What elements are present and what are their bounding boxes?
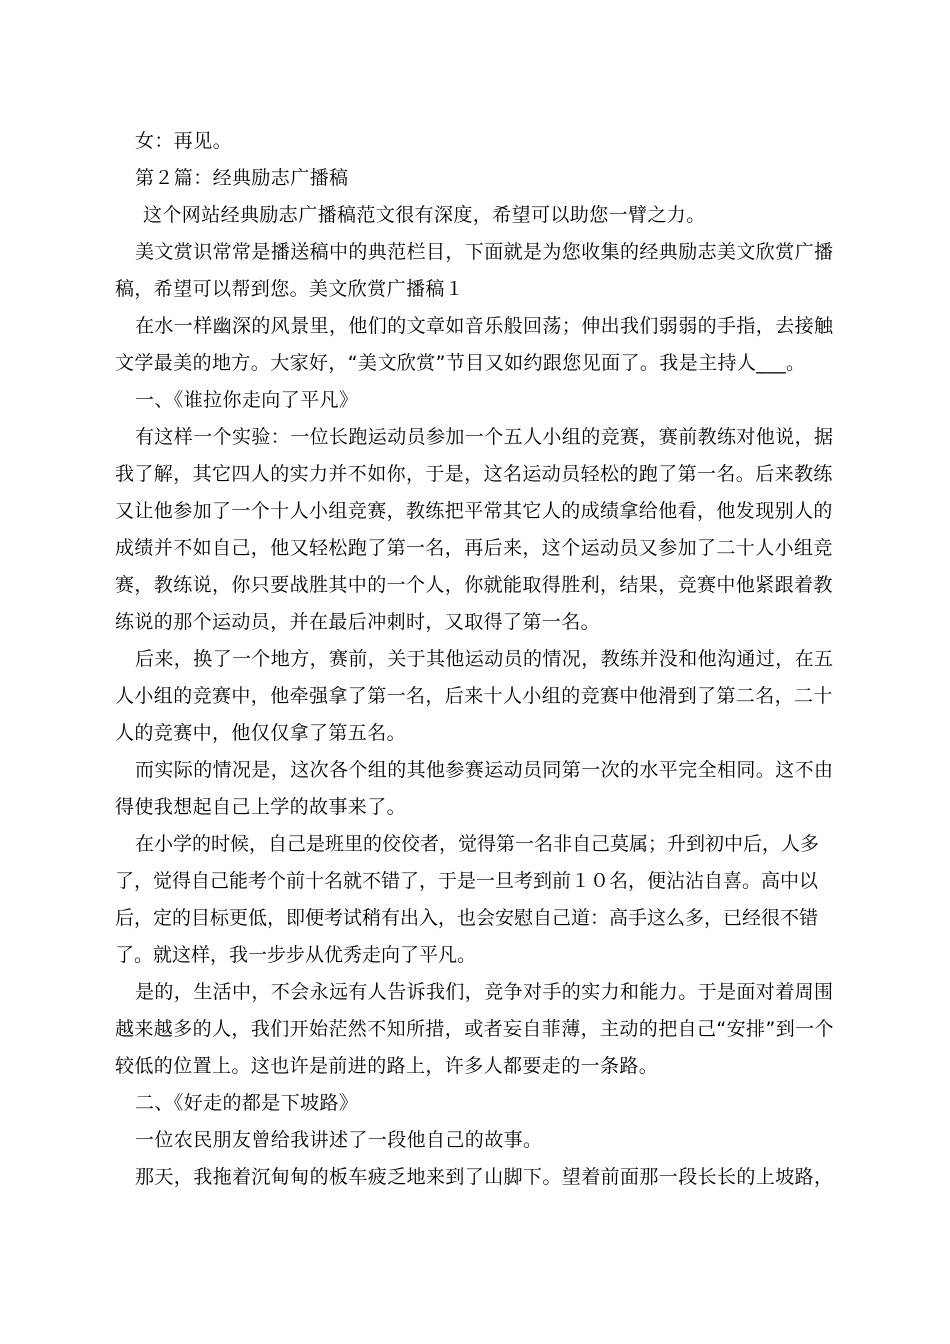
- paragraph-opening: 在水一样幽深的风景里，他们的文章如音乐般回荡；伸出我们弱弱的手指，去接触文学最美的地方。大家好，“美文欣赏”节目又如约跟您见面了。我是主持人___。: [115, 315, 834, 374]
- article-heading: 第２篇：经典励志广播稿: [135, 167, 349, 189]
- paragraph-later: 后来，换了一个地方，赛前，关于其他运动员的情况，教练并没和他沟通过，在五人小组的竞赛中，他牵强拿了第一名，后来十人小组的竞赛中他滑到了第二名，二十人的竞赛中，他仅仅拿了第五名。: [115, 648, 834, 744]
- paragraph-life: 是的，生活中，不会永远有人告诉我们，竞争对手的实力和能力。于是面对着周围越来越多的人，我们开始茫然不知所措，或者妄自菲薄，主动的把自己“安排”到一个较低的位置上。这也许是前进的路上，许多人都要走的一条路。: [115, 981, 834, 1077]
- section-heading-2: 二、《好走的都是下坡路》: [135, 1092, 359, 1114]
- paragraph-intro: 这个网站经典励志广播稿范文很有深度，希望可以助您一臂之力。: [143, 204, 706, 226]
- paragraph-farewell: 女：再见。: [135, 130, 233, 152]
- paragraph-slope: 那天，我拖着沉甸甸的板车疲乏地来到了山脚下。望着前面那一段长长的上坡路，: [135, 1166, 834, 1188]
- paragraph-school: 在小学的时候，自己是班里的佼佼者，觉得第一名非自己莫属；升到初中后，人多了，觉得自己能考个前十名就不错了，于是一旦考到前１０名，便沾沾自喜。高中以后，定的目标更低，即便考试稍有出入，也会安慰自己道：高手这么多，已经很不错了。就这样，我一步步从优秀走向了平凡。: [115, 833, 820, 966]
- paragraph-summary: 美文赏识常常是播送稿中的典范栏目，下面就是为您收集的经典励志美文欣赏广播稿，希望可以帮到您。美文欣赏广播稿１: [115, 241, 834, 300]
- paragraph-farmer: 一位农民朋友曾给我讲述了一段他自己的故事。: [135, 1129, 543, 1151]
- section-heading-1: 一、《谁拉你走向了平凡》: [135, 389, 359, 411]
- document-body: [115, 123, 837, 1196]
- paragraph-reality: 而实际的情况是，这次各个组的其他参赛运动员同第一次的水平完全相同。这不由得使我想起自己上学的故事来了。: [115, 759, 834, 818]
- paragraph-experiment: 有这样一个实验：一位长跑运动员参加一个五人小组的竞赛，赛前教练对他说，据我了解，其它四人的实力并不如你，于是，这名运动员轻松的跑了第一名。后来教练又让他参加了一个十人小组竞赛，教练把平常其它人的成绩拿给他看，他发现别人的成绩并不如自己，他又轻松跑了第一名，再后来，这个运动员又参加了二十人小组竞赛，教练说，你只要战胜其中的一个人，你就能取得胜利，结果，竞赛中他紧跟着教练说的那个运动员，并在最后冲刺时，又取得了第一名。: [115, 426, 834, 633]
